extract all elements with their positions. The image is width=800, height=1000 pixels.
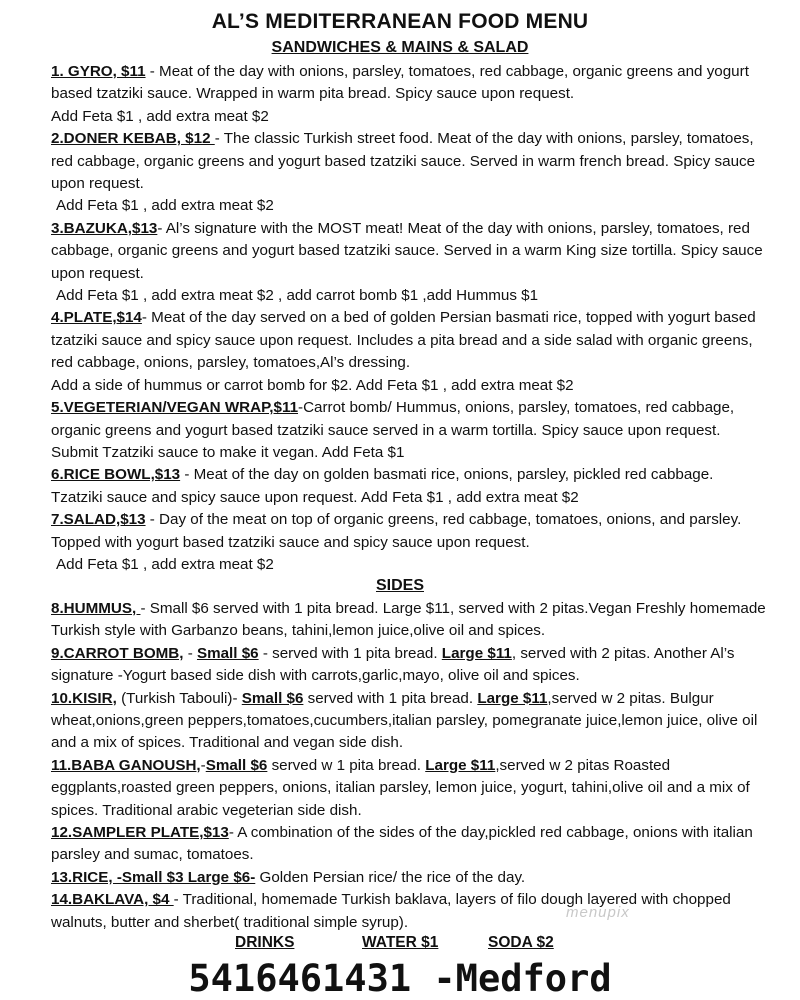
item-description: ,served w 2 pitas. Bulgur wheat,onions,green peppers,tomatoes,cucumbers,italian parsley, pomegranate juice,lemon juice, olive oil and a mix of spices. Traditional and vegan side dish. — [51, 689, 758, 752]
item-prefix: - — [200, 756, 206, 774]
item-small-detail: - served with 1 pita bread. — [258, 644, 442, 662]
mains-list — [51, 61, 766, 576]
item-small-detail: served with 1 pita bread. — [303, 689, 478, 707]
large-price: Large $11 — [441, 644, 512, 662]
large-price: Large $11 — [425, 756, 496, 774]
menu-item-kisir — [51, 688, 766, 755]
item-description: - Traditional, homemade Turkish baklava, layers of filo dough layered with chopped walnuts, butter and sherbet( traditional simple syrup). — [51, 891, 731, 931]
item-name: 2.DONER KEBAB, $12 — [51, 130, 215, 148]
menu-item-doner-kebab — [51, 128, 766, 218]
menu-title: AL’S MEDITERRANEAN FOOD MENU — [211, 10, 589, 33]
large-price: Large $11 — [477, 689, 548, 707]
item-name: 10.KISIR, — [51, 689, 117, 707]
item-description: - Small $6 served with 1 pita bread. Large $11, served with 2 pitas.Vegan Freshly homemade Turkish style with Garbanzo beans, tahini,lemon juice,olive oil and spices. — [51, 600, 766, 640]
item-small-detail: served w 1 pita bread. — [267, 756, 426, 774]
section-heading-sides: SIDES — [375, 577, 424, 594]
item-name: 4.PLATE,$14 — [51, 309, 142, 327]
menu-item-rice — [51, 867, 766, 889]
menu-item-carrot-bomb — [51, 643, 766, 688]
item-description: - Meat of the day with onions, parsley, tomatoes, red cabbage, organic greens and yogurt based tzatziki sauce. Wrapped in warm pita bread. Spicy sauce upon request. — [51, 63, 749, 103]
drink-soda: SODA $2 — [488, 934, 554, 951]
item-name: 14.BAKLAVA, $4 — [51, 891, 174, 909]
small-price: Small $6 — [241, 689, 304, 707]
item-name: 5.VEGETERIAN/VEGAN WRAP,$11 — [51, 399, 299, 417]
item-description: - Day of the meat on top of organic greens, red cabbage, tomatoes, onions, and parsley. Topped with yogurt based tzatziki sauce and spicy sauce upon request. — [51, 511, 742, 551]
item-addon: Add Feta $1 , add extra meat $2 — [56, 197, 274, 215]
menu-item-baklava — [51, 889, 766, 934]
item-description: ,served w 2 pitas Roasted eggplants,roasted green peppers, onions, italian parsley, lemon juice, yogurt, tahini,olive oil and a mix of spices. Traditional arabic vegeterian side dish. — [51, 756, 750, 819]
item-description: - Al’s signature with the MOST meat! Meat of the day with onions, parsley, tomatoes, red cabbage, organic greens and yogurt based tzatziki sauce. Served in a warm King size tortilla. Spicy sauce upon request. — [51, 219, 763, 282]
menu-item-salad — [51, 509, 766, 576]
menu-item-plate — [51, 307, 766, 397]
menu-item-rice-bowl — [51, 464, 766, 509]
item-name: 6.RICE BOWL,$13 — [51, 466, 181, 484]
item-description: -Carrot bomb/ Hummus, onions, parsley, tomatoes, red cabbage, organic greens and yogurt based tzatziki sauce served in a warm tortilla. Spicy sauce upon request. Submit Tzatziki sauce to make it vegan. Add Feta $1 — [51, 399, 735, 461]
menu-item-gyro — [51, 61, 766, 128]
item-description: Golden Persian rice/ the rice of the day. — [255, 868, 526, 886]
item-addon: Add Feta $1 , add extra meat $2 — [56, 555, 274, 573]
section-heading-mains: SANDWICHES & MAINS & SALAD — [271, 39, 529, 56]
small-price: Small $6 — [196, 644, 259, 662]
item-prefix: - — [183, 644, 197, 662]
item-name: 13.RICE, -Small $3 Large $6- — [51, 868, 256, 886]
item-description: - Meat of the day served on a bed of golden Persian basmati rice, topped with yogurt based tzatziki sauce and spicy sauce upon request. Includes a pita bread and a side salad with organic greens, red cabbage, onions, parsley, tomatoes,Al’s dressing. — [51, 309, 756, 372]
item-description: - Meat of the day on golden basmati rice, onions, parsley, pickled red cabbage. Tzatziki sauce and spicy sauce upon request. Add Feta $1 , add extra meat $2 — [51, 466, 714, 506]
item-name: 7.SALAD,$13 — [51, 511, 146, 529]
item-name: 3.BAZUKA,$13 — [51, 219, 158, 237]
menu-item-vegan-wrap — [51, 397, 766, 464]
item-addon: Add Feta $1 , add extra meat $2 — [51, 107, 269, 125]
item-name: 12.SAMPLER PLATE,$13 — [51, 824, 229, 842]
menu-item-sampler-plate — [51, 822, 766, 867]
item-name: 1. GYRO, $11 — [51, 63, 146, 80]
item-description: , served with 2 pitas. Another Al’s signature -Yogurt based side dish with carrots,garlic,mayo, olive oil and spices. — [51, 644, 735, 685]
menu-item-baba-ganoush — [51, 755, 766, 822]
phone-number: 5416461431 -Medford — [188, 957, 612, 1000]
item-name: 8.HUMMUS, — [51, 600, 141, 617]
item-name: 11.BABA GANOUSH, — [51, 756, 201, 774]
item-name: 9.CARROT BOMB, — [51, 644, 184, 662]
item-addon: Add Feta $1 , add extra meat $2 , add carrot bomb $1 ,add Hummus $1 — [56, 287, 539, 305]
drink-water: WATER $1 — [362, 934, 439, 951]
menu-item-hummus — [51, 598, 766, 643]
item-addon: Add a side of hummus or carrot bomb for $2. Add Feta $1 , add extra meat $2 — [51, 376, 574, 394]
item-description: - A combination of the sides of the day,pickled red cabbage, onions with italian parsley and sumac, tomatoes. — [51, 824, 753, 864]
item-description: - The classic Turkish street food. Meat of the day with onions, parsley, tomatoes, red cabbage, organic greens and yogurt based tzatziki sauce. Served in warm french bread. Spicy sauce upon request. — [51, 130, 756, 193]
drinks-heading: DRINKS — [235, 934, 295, 951]
item-prefix: (Turkish Tabouli)- — [116, 689, 242, 707]
watermark: menupix — [566, 904, 630, 921]
small-price: Small $6 — [205, 756, 268, 774]
menu-item-bazuka — [51, 218, 766, 308]
sides-list — [51, 598, 766, 934]
